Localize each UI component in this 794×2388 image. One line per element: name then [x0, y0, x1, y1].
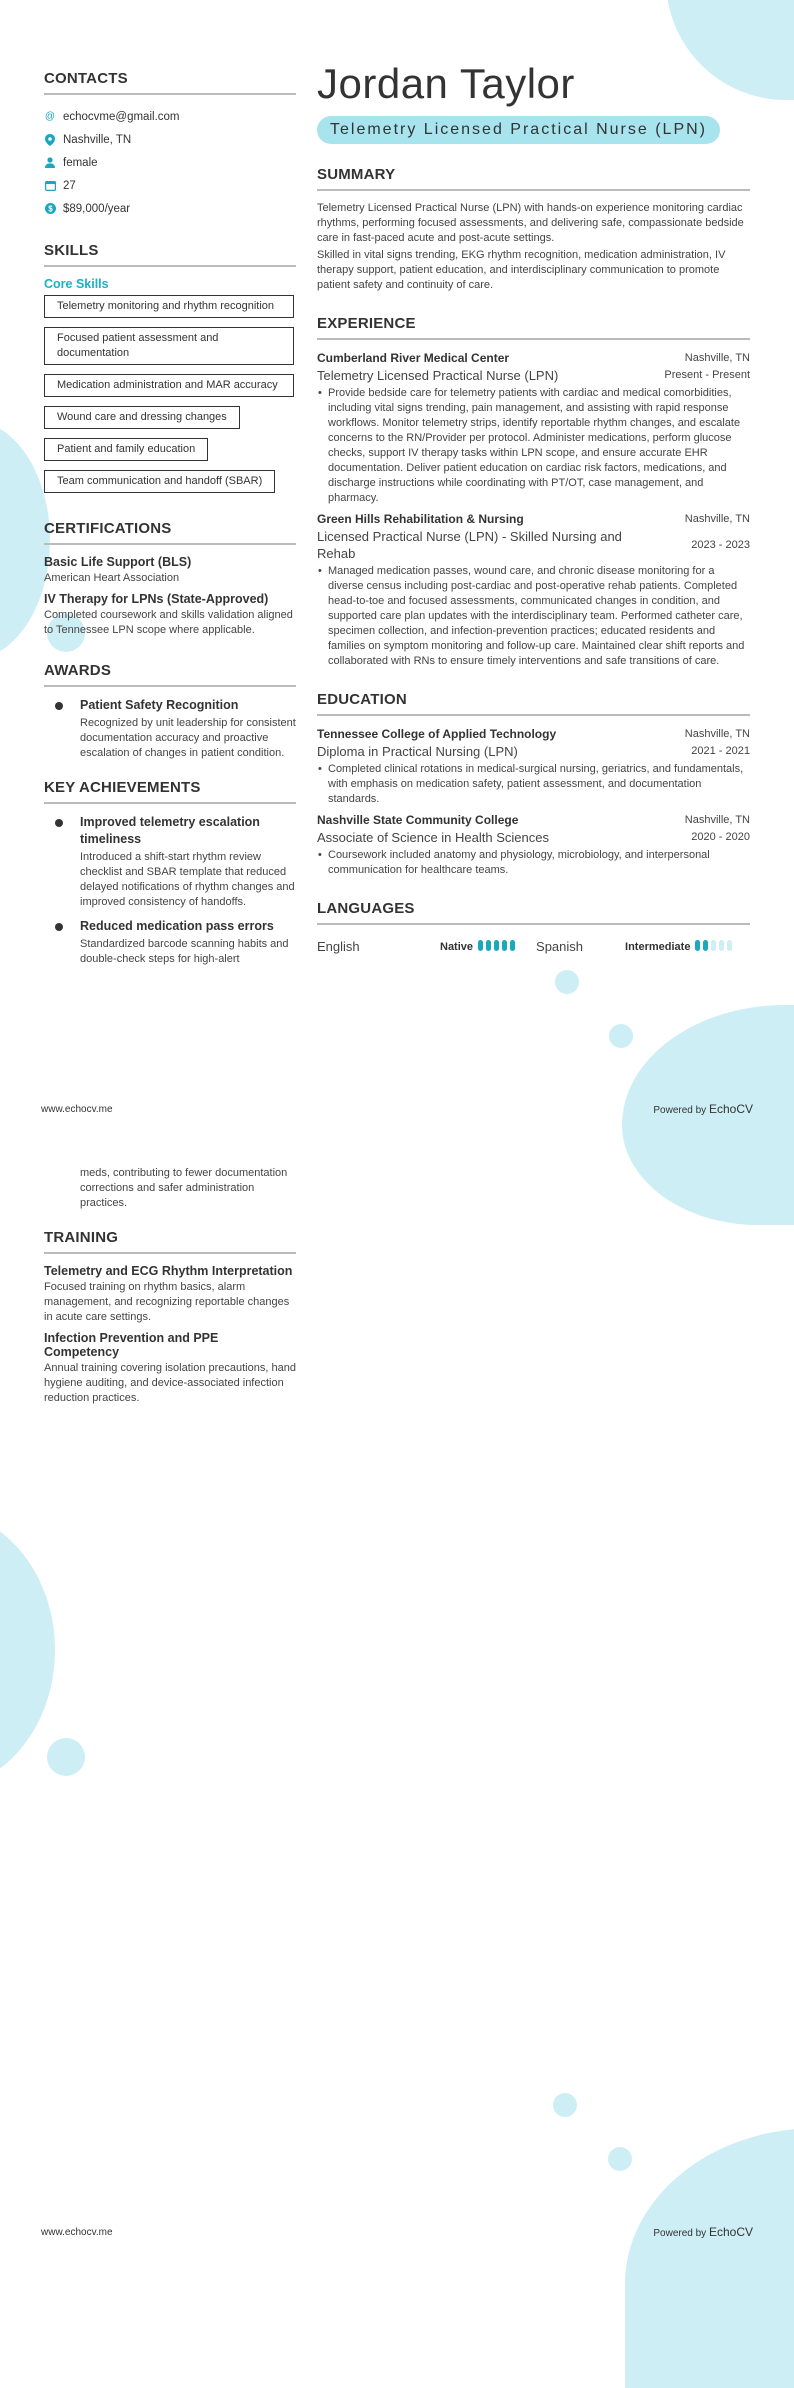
- school-name: Tennessee College of Applied Technology: [317, 727, 557, 741]
- footer-website-page2[interactable]: www.echocv.me: [41, 2227, 113, 2238]
- education-description: • Completed clinical rotations in medical-surgical nursing, geriatrics, and fundamentals, with emphasis on medication safety, patient assessment, and documentation standards.: [317, 762, 750, 807]
- job-title-pill: Telemetry Licensed Practical Nurse (LPN): [317, 116, 720, 144]
- award-item: [44, 697, 296, 761]
- school-location: Nashville, TN: [684, 814, 750, 826]
- training-name: Infection Prevention and PPE Competency: [44, 1331, 219, 1359]
- training-detail: Annual training covering isolation precautions, hand hygiene auditing, and device-associated infection reduction practices.: [44, 1362, 296, 1404]
- skills-heading: SKILLS: [44, 242, 296, 267]
- degree: Diploma in Practical Nursing (LPN): [317, 744, 518, 759]
- education-dates: 2020 - 2020: [691, 831, 750, 843]
- award-title: Patient Safety Recognition: [80, 698, 239, 712]
- footer-website[interactable]: www.echocv.me: [41, 1104, 113, 1115]
- achievement-title: Reduced medication pass errors: [80, 919, 274, 933]
- contact-age: 27: [44, 174, 296, 197]
- contact-location: Nashville, TN: [44, 128, 296, 151]
- contacts-list: [44, 105, 296, 220]
- contact-email[interactable]: @ echocvme@gmail.com: [44, 110, 180, 123]
- experience-heading: EXPERIENCE: [317, 315, 750, 340]
- cert-detail: Completed coursework and skills validation aligned to Tennessee LPN scope where applicable.: [44, 609, 293, 636]
- language-level: Native: [440, 940, 474, 953]
- employer-location: Nashville, TN: [684, 513, 750, 525]
- language-level: Intermediate: [625, 940, 691, 953]
- job-role: Telemetry Licensed Practical Nurse (LPN): [317, 368, 559, 383]
- training-name: Telemetry and ECG Rhythm Interpretation: [44, 1264, 293, 1278]
- cert-item: [44, 592, 296, 638]
- decor-dot-lang: [555, 970, 579, 994]
- svg-text:$: $: [47, 204, 53, 214]
- language-name: Spanish: [536, 939, 584, 954]
- degree: Associate of Science in Health Sciences: [317, 830, 549, 845]
- achievement-detail: Introduced a shift-start rhythm review checklist and SBAR template that reduced delayed notifications of rhythm changes and improved consistency of handoffs.: [80, 851, 295, 908]
- job-description: • Managed medication passes, wound care, and chronic disease monitoring for a diverse census including post-cardiac and post-operative rehab patients. Completed head-to-toe and focused assessments, communicated changes in condition, and supported care plan updates with the interdisciplinary team. Performed catheter care, specimen collection, and infection-prevention practices; educated residents and families on symptom monitoring and follow-up care. Maintained clear shift reports and collaborated with RNs to ensure timely interventions and safe transitions of care.: [317, 564, 750, 669]
- brand-link[interactable]: EchoCV: [708, 1102, 753, 1116]
- job-dates: Present - Present: [664, 369, 750, 381]
- training-item: [44, 1264, 296, 1325]
- cert-item: [44, 555, 296, 586]
- bullet-dot-icon: [55, 923, 63, 931]
- cert-name: Basic Life Support (BLS): [44, 555, 192, 569]
- at-icon: @: [44, 111, 56, 122]
- summary-heading: SUMMARY: [317, 166, 750, 191]
- achievement-item: [44, 814, 296, 910]
- achievement-title: Improved telemetry escalation timeliness: [80, 815, 260, 846]
- achievement-detail: Standardized barcode scanning habits and double-check steps for high-alert: [80, 938, 289, 965]
- contact-salary: $ $89,000/year: [44, 197, 296, 220]
- achievements-heading: KEY ACHIEVEMENTS: [44, 779, 296, 804]
- skill-tag: Focused patient assessment and documentation: [44, 327, 294, 365]
- education-dates: 2021 - 2021: [691, 745, 750, 757]
- job-dates: 2023 - 2023: [691, 538, 750, 551]
- training-detail: Focused training on rhythm basics, alarm management, and recognizing reportable changes in acute care settings.: [44, 1281, 290, 1323]
- candidate-name: Jordan Taylor: [317, 60, 575, 107]
- skills-group-title: Core Skills: [44, 277, 109, 291]
- training-item: [44, 1331, 296, 1406]
- language-name: English: [317, 939, 360, 954]
- footer-powered-by: Powered by EchoCV: [653, 1102, 753, 1116]
- summary-paragraph: Skilled in vital signs trending, EKG rhythm recognition, medication administration, IV therapy support, patient education, and interdisciplinary communication to promote patient safety and continuity of care.: [317, 249, 726, 291]
- achievement-item: [44, 918, 296, 967]
- languages-heading: LANGUAGES: [317, 900, 750, 925]
- right-column: [317, 60, 750, 954]
- brand-link[interactable]: EchoCV: [708, 2225, 753, 2239]
- employer-name: Green Hills Rehabilitation & Nursing: [317, 512, 524, 526]
- education-item: [317, 812, 750, 878]
- education-description: • Coursework included anatomy and physiology, microbiology, and interpersonal communication for healthcare teams.: [317, 848, 750, 878]
- skill-tag: Team communication and handoff (SBAR): [44, 470, 275, 493]
- job-role: Licensed Practical Nurse (LPN) - Skilled Nursing and Rehab: [317, 529, 622, 561]
- skills-list: [44, 295, 296, 502]
- person-icon: [44, 157, 56, 169]
- footer-powered-by-page2: Powered by EchoCV: [653, 2225, 753, 2239]
- school-location: Nashville, TN: [684, 728, 750, 740]
- decor-blob-left-mid: [0, 420, 50, 660]
- decor-blob-left-page2: [0, 1510, 55, 1790]
- experience-item: [317, 511, 750, 669]
- dollar-coin-icon: [44, 203, 56, 215]
- achievement-item-continued: [44, 1166, 296, 1211]
- bullet-dot-icon: [55, 702, 63, 710]
- certifications-heading: CERTIFICATIONS: [44, 520, 296, 545]
- decor-dot-left-page2: [47, 1738, 85, 1776]
- experience-item: [317, 350, 750, 506]
- summary-paragraph: Telemetry Licensed Practical Nurse (LPN) with hands-on experience monitoring cardiac rhythms, performing focused assessments, and delivering safe, compassionate bedside care in fast-paced acute and post-acute settings.: [317, 202, 744, 244]
- employer-name: Cumberland River Medical Center: [317, 351, 510, 365]
- job-description: • Provide bedside care for telemetry patients with cardiac and medical comorbidities, including vital signs trending, pain management, and assisting with rapid response workflows. Monitor telemetry strips, identify reportable rhythm changes, and escalate concerns to the RN/Provider per protocol. Administer medications, perform glucose checks, support IV therapy tasks within LPN scope, and ensure accurate EHR documentation. Deliver patient education on cardiac risk factors, medications, and discharge instructions while coordinating with PT/OT, case management, and pharmacy.: [317, 386, 750, 506]
- training-heading: TRAINING: [44, 1229, 296, 1254]
- bullet-dot-icon: [55, 819, 63, 827]
- contact-gender: female: [44, 151, 296, 174]
- language-rating-english: [478, 939, 536, 954]
- education-heading: EDUCATION: [317, 691, 750, 716]
- school-name: Nashville State Community College: [317, 813, 519, 827]
- decor-blob-bottom-right: [625, 2128, 794, 2388]
- decor-dot-bottom-2: [608, 2147, 632, 2171]
- language-rating-spanish: [695, 939, 735, 954]
- employer-location: Nashville, TN: [684, 352, 750, 364]
- decor-dot-lang2: [609, 1024, 633, 1048]
- awards-heading: AWARDS: [44, 662, 296, 687]
- skill-tag: Medication administration and MAR accuracy: [44, 374, 294, 397]
- award-detail: Recognized by unit leadership for consistent documentation accuracy and proactive escalation of changes in patient condition.: [80, 717, 296, 759]
- skill-tag: Telemetry monitoring and rhythm recognition: [44, 295, 294, 318]
- cert-issuer: American Heart Association: [44, 572, 180, 584]
- decor-dot-bottom-1: [553, 2093, 577, 2117]
- calendar-icon: [44, 180, 56, 192]
- left-column: [44, 70, 296, 975]
- achievement-detail-continued: meds, contributing to fewer documentation corrections and safer administration practices.: [80, 1167, 288, 1209]
- contacts-heading: CONTACTS: [44, 70, 296, 95]
- skill-tag: Wound care and dressing changes: [44, 406, 240, 429]
- cert-name: IV Therapy for LPNs (State-Approved): [44, 592, 269, 606]
- location-pin-icon: [44, 134, 56, 146]
- skill-tag: Patient and family education: [44, 438, 208, 461]
- left-column-page2: [44, 1164, 296, 1406]
- education-item: [317, 726, 750, 807]
- languages-list: [317, 939, 750, 954]
